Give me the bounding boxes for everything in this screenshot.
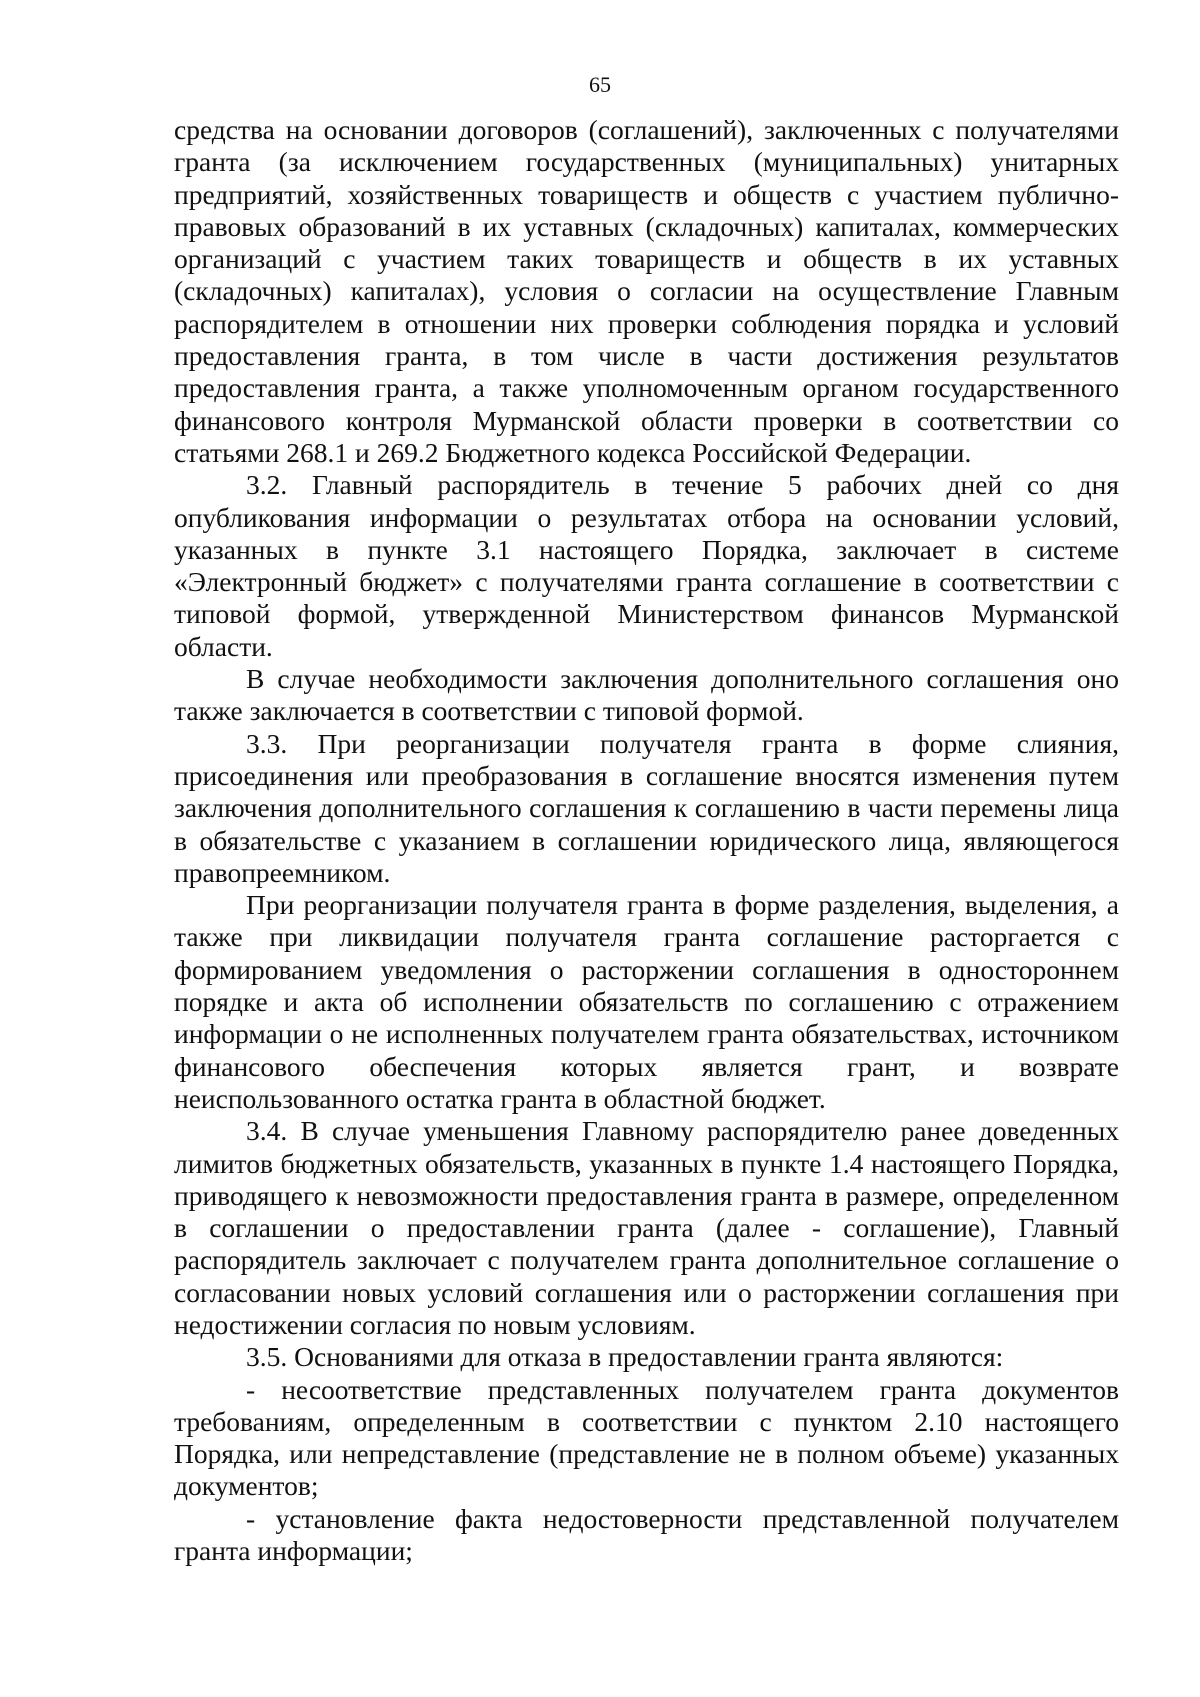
paragraph-3-3: 3.3. При реорганизации получателя гранта в форме слияния, присоединения или преобразования в соглашение вносятся изменения путем заключения дополнительного соглашения к соглашению в части перемены лица в обязательстве с указанием в соглашении юридического лица, являющегося правопреемником. bbox=[174, 727, 1119, 888]
page-number: 65 bbox=[589, 72, 611, 97]
list-item-false-information: - установление факта недостоверности представленной получателем гранта информации; bbox=[174, 1502, 1119, 1567]
paragraph-3-4: 3.4. В случае уменьшения Главному распорядителю ранее доведенных лимитов бюджетных обязательств, указанных в пункте 1.4 настоящего Порядка, приводящего к невозможности предоставления гранта в размере, определенном в соглашении о предоставлении гранта (далее - соглашение), Главный распорядитель заключает с получателем гранта дополнительное соглашение о согласовании новых условий соглашения или о расторжении соглашения при недостижении согласия по новым условиям. bbox=[174, 1115, 1119, 1340]
paragraph-3-2: 3.2. Главный распорядитель в течение 5 рабочих дней со дня опубликования информации о результатах отбора на основании условий, указанных в пункте 3.1 настоящего Порядка, заключает в системе «Электронный бюджет» с получателями гранта соглашение в соответствии с типовой формой, утвержденной Министерством финансов Мурманской области. bbox=[174, 469, 1119, 662]
paragraph-3-5: 3.5. Основаниями для отказа в предоставлении гранта являются: bbox=[246, 1341, 1004, 1373]
paragraph-grant-agreement-conditions: средства на основании договоров (соглашений), заключенных с получателями гранта (за исключением государственных (муниципальных) унитарных предприятий, хозяйственных товариществ и обществ с участием публично-правовых образований в их уставных (складочных) капиталах, коммерческих организаций с участием таких товариществ и обществ в их уставных (складочных) капиталах), условия о согласии на осуществление Главным распорядителем в отношении них проверки соблюдения порядка и условий предоставления гранта, в том числе в части достижения результатов предоставления гранта, а также уполномоченным органом государственного финансового контроля Мурманской области проверки в соответствии со статьями 268.1 и 269.2 Бюджетного кодекса Российской Федерации. bbox=[174, 114, 1119, 468]
paragraph-additional-agreement: В случае необходимости заключения дополнительного соглашения оно также заключается в соответствии с типовой формой. bbox=[174, 663, 1119, 727]
list-item-documents-noncompliance: - несоответствие представленных получателем гранта документов требованиям, определенным в соответствии с пунктом 2.10 настоящего Порядка, или непредставление (представление не в полном объеме) указанных документов; bbox=[174, 1373, 1119, 1502]
paragraph-reorganization-liquidation: При реорганизации получателя гранта в форме разделения, выделения, а также при ликвидации получателя гранта соглашение расторгается с формированием уведомления о расторжении соглашения в одностороннем порядке и акта об исполнении обязательств по соглашению с отражением информации о не исполненных получателем гранта обязательствах, источником финансового обеспечения которых является грант, и возврате неиспользованного остатка гранта в областной бюджет. bbox=[174, 889, 1119, 1114]
document-body bbox=[174, 114, 1119, 1567]
